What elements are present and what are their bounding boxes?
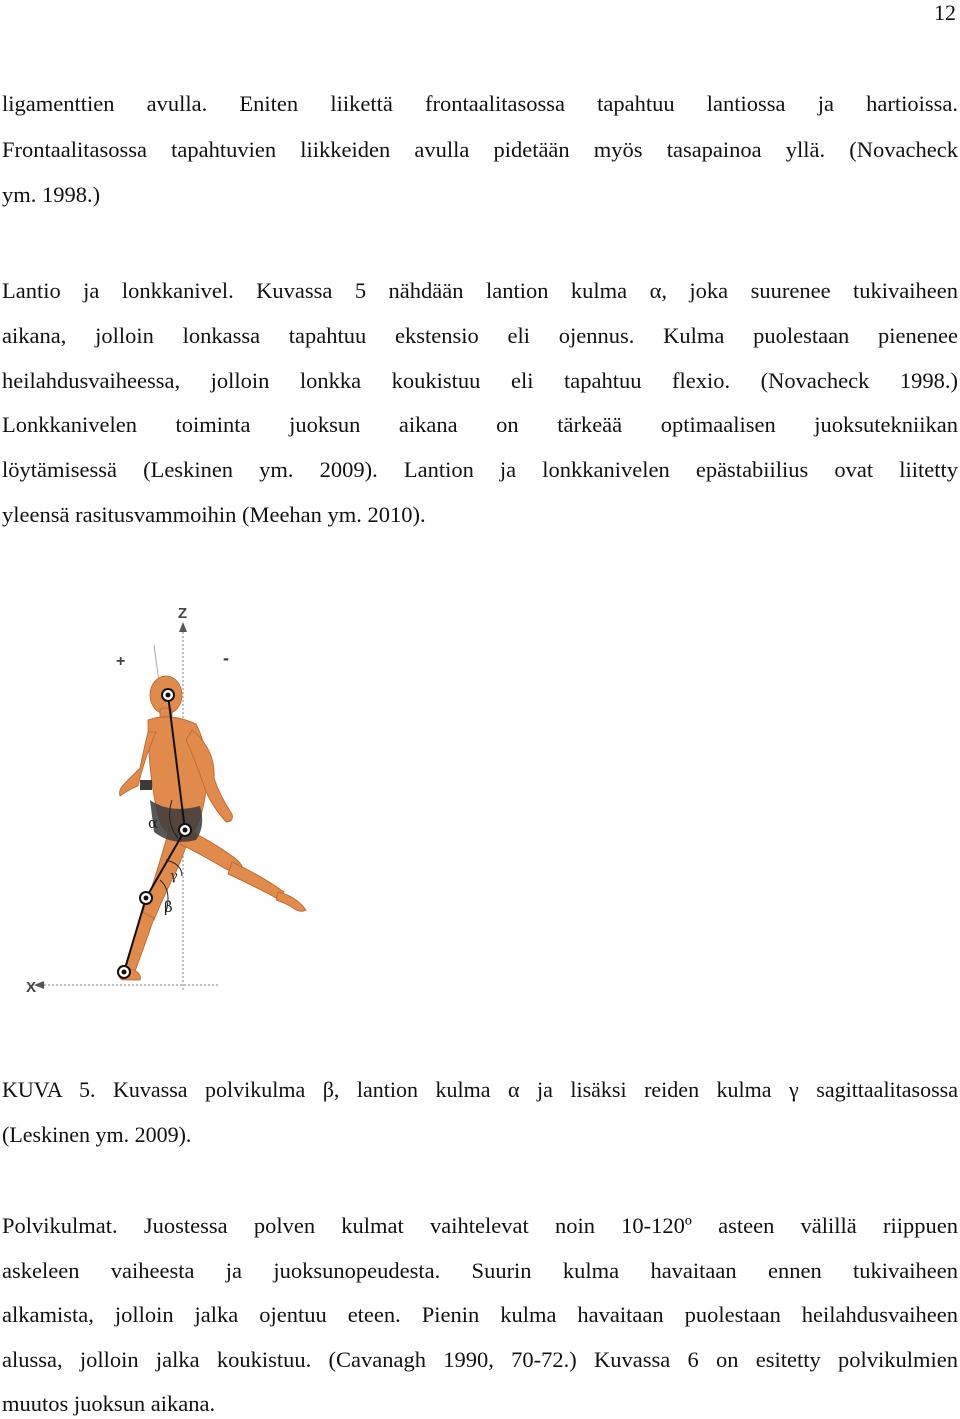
hip-line-4: Lonkkanivelen toiminta juoksun aikana on tärkeää optimaalisen juoksutekniikan: [2, 412, 958, 437]
runner-figure: [20, 600, 320, 1010]
x-axis-label: X: [26, 979, 37, 996]
runner-illustration: [20, 600, 320, 1010]
intro-line-3: ym. 1998.): [2, 182, 101, 207]
knee-line-2: askeleen vaiheesta ja juoksunopeudesta. Suurin kulma havaitaan ennen tukivaiheen: [2, 1258, 958, 1283]
z-axis-label: Z: [178, 605, 188, 622]
hip-line-5: löytämisessä (Leskinen ym. 2009). Lantion ja lonkkanivelen epästabiilius ovat liitetty: [2, 457, 958, 482]
intro-line-1: ligamenttien avulla. Eniten liikettä frontaalitasossa tapahtuu lantiossa ja hartioissa.: [2, 91, 958, 116]
hip-line-3: heilahdusvaiheessa, jolloin lonkka koukistuu eli tapahtuu flexio. (Novacheck 1998.): [2, 368, 958, 393]
knee-line-3: alkamista, jolloin jalka ojentuu eteen. Pienin kulma havaitaan puolestaan heilahdusvaiheen: [2, 1302, 958, 1327]
knee-line-5: muutos juoksun aikana.: [2, 1391, 216, 1416]
hip-line-6: yleensä rasitusvammoihin (Meehan ym. 2010).: [2, 502, 426, 527]
knee-line-4: alussa, jolloin jalka koukistuu. (Cavanagh 1990, 70-72.) Kuvassa 6 on esitetty polvikulmien: [2, 1347, 958, 1372]
runner-body: [118, 676, 306, 980]
beta-label: β: [164, 898, 173, 916]
gamma-label: γ: [170, 869, 178, 884]
caption-line-2: (Leskinen ym. 2009).: [2, 1122, 192, 1147]
wristband: [140, 780, 152, 790]
alpha-label: α: [148, 814, 159, 832]
plus-sign: +: [116, 653, 126, 670]
intro-line-2: Frontaalitasossa tapahtuvien liikkeiden avulla pidetään myös tasapainoa yllä. (Novacheck: [2, 137, 958, 162]
knee-line-1: Polvikulmat. Juostessa polven kulmat vaihtelevat noin 10-120º asteen välillä riippuen: [2, 1213, 958, 1238]
caption-line-1: KUVA 5. Kuvassa polvikulma β, lantion kulma α ja lisäksi reiden kulma γ sagittaalitasossa: [2, 1077, 958, 1102]
minus-sign: -: [223, 648, 229, 668]
hip-line-1: Lantio ja lonkkanivel. Kuvassa 5 nähdään lantion kulma α, joka suurenee tukivaiheen: [2, 278, 958, 303]
hip-line-2: aikana, jolloin lonkassa tapahtuu ekstensio eli ojennus. Kulma puolestaan pienenee: [2, 323, 958, 348]
page-number: 12: [934, 0, 956, 25]
z-axis-arrow: [179, 622, 187, 632]
